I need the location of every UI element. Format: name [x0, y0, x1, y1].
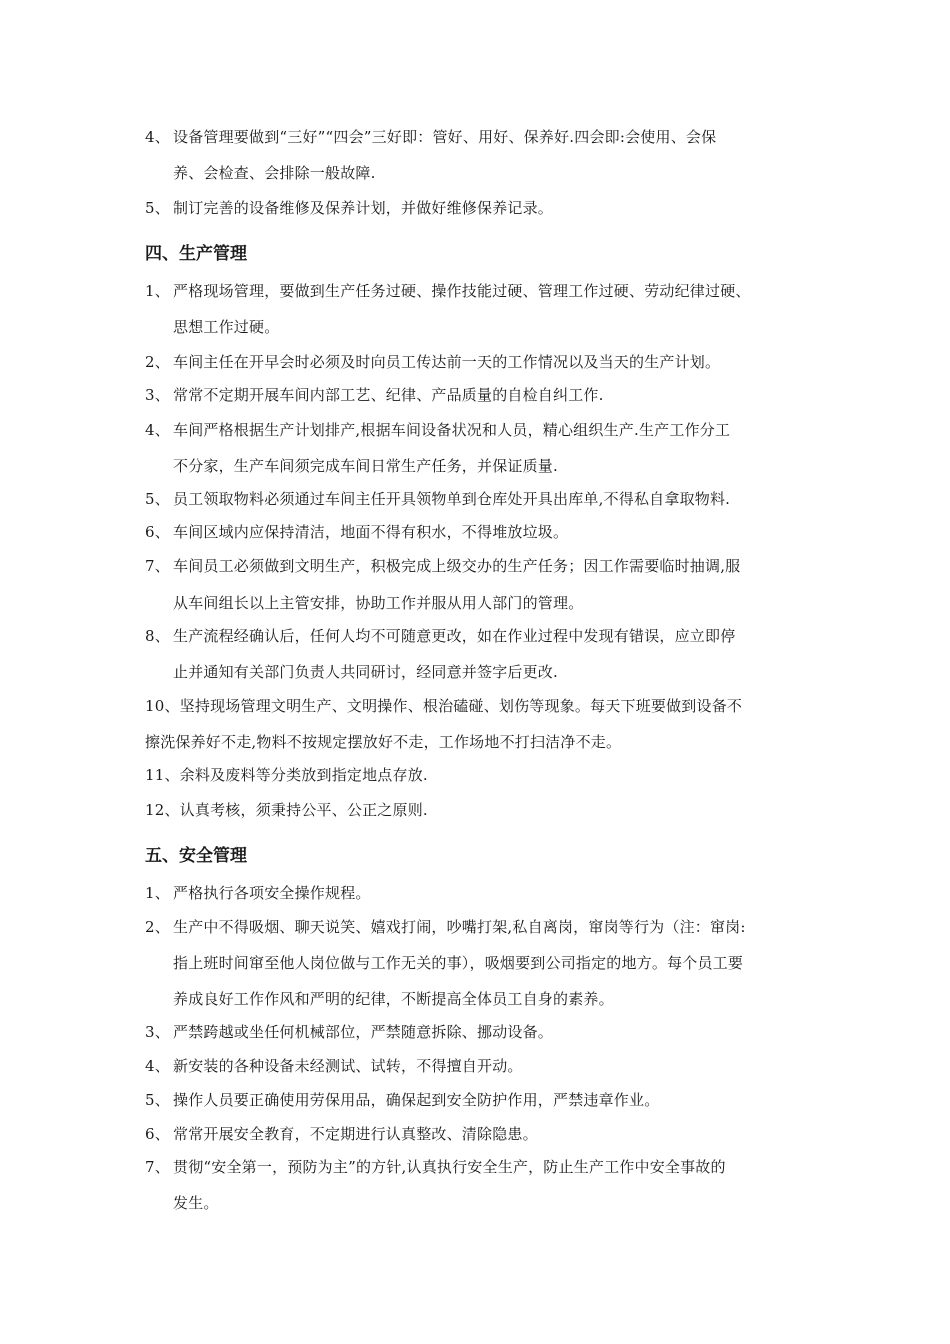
item-number: 2、 [145, 353, 170, 371]
item-continuation: 止并通知有关部门负责人共同研讨，经同意并签字后更改. [173, 663, 558, 681]
item-continuation: 不分家，生产车间须完成车间日常生产任务，并保证质量. [173, 457, 558, 475]
item-number: 5、 [145, 490, 170, 508]
item-text: 车间主任在开早会时必须及时向员工传达前一天的工作情况以及当天的生产计划。 [173, 353, 721, 371]
item-text: 车间严格根据生产计划排产,根据车间设备状况和人员，精心组织生产.生产工作分工 [173, 421, 731, 439]
item-number: 4、 [145, 1057, 170, 1075]
item-text: 严格执行各项安全操作规程。 [173, 884, 371, 902]
item-text: 常常开展安全教育，不定期进行认真整改、清除隐患。 [173, 1125, 538, 1143]
item-text: 员工领取物料必须通过车间主任开具领物单到仓库处开具出库单,不得私自拿取物料. [173, 490, 731, 508]
item-text: 严禁跨越或坐任何机械部位，严禁随意拆除、挪动设备。 [173, 1023, 554, 1041]
item-continuation: 养、会检查、会排除一般故障. [173, 164, 376, 182]
item-number: 2、 [145, 918, 170, 936]
item-continuation: 思想工作过硬。 [173, 318, 280, 336]
item-number: 7、 [145, 557, 170, 575]
item-text: 生产流程经确认后，任何人均不可随意更改，如在作业过程中发现有错误，应立即停 [173, 627, 736, 645]
item-text: 车间员工必须做到文明生产，积极完成上级交办的生产任务；因工作需要临时抽调,服 [173, 557, 741, 575]
item-text: 生产中不得吸烟、聊天说笑、嬉戏打闹，吵嘴打架,私自离岗，窜岗等行为（注：窜岗: [173, 918, 746, 936]
item-text: 贯彻“安全第一，预防为主”的方针,认真执行安全生产，防止生产工作中安全事故的 [173, 1158, 726, 1176]
item-text: 常常不定期开展车间内部工艺、纪律、产品质量的自检自纠工作. [173, 386, 604, 404]
list-item: 11、余料及废料等分类放到指定地点存放. [145, 766, 428, 784]
item-number: 1、 [145, 282, 170, 300]
item-number: 8、 [145, 627, 170, 645]
item-text: 新安装的各种设备未经测试、试转，不得擅自开动。 [173, 1057, 523, 1075]
item-number: 3、 [145, 386, 170, 404]
list-item: 12、认真考核，须秉持公平、公正之原则. [145, 801, 428, 819]
item-continuation: 发生。 [173, 1194, 219, 1212]
item-text: 车间区域内应保持清洁，地面不得有积水，不得堆放垃圾。 [173, 523, 569, 541]
item-continuation: 擦洗保养好不走,物料不按规定摆放好不走，工作场地不打扫洁净不走。 [145, 733, 622, 751]
section-heading: 五、安全管理 [145, 846, 247, 866]
item-number: 3、 [145, 1023, 170, 1041]
section-heading: 四、生产管理 [145, 244, 247, 264]
item-number: 6、 [145, 1125, 170, 1143]
item-number: 4、 [145, 128, 170, 146]
item-number: 1、 [145, 884, 170, 902]
item-text: 制订完善的设备维修及保养计划，并做好维修保养记录。 [173, 199, 554, 217]
item-number: 4、 [145, 421, 170, 439]
list-item: 10、坚持现场管理文明生产、文明操作、根治磕碰、划伤等现象。每天下班要做到设备不 [145, 697, 743, 715]
item-continuation: 养成良好工作作风和严明的纪律，不断提高全体员工自身的素养。 [173, 990, 614, 1008]
item-number: 5、 [145, 1091, 170, 1109]
item-text: 设备管理要做到“三好”“四会”三好即：管好、用好、保养好.四会即:会使用、会保 [173, 128, 717, 146]
item-number: 6、 [145, 523, 170, 541]
item-continuation: 从车间组长以上主管安排，协助工作并服从用人部门的管理。 [173, 594, 584, 612]
item-number: 7、 [145, 1158, 170, 1176]
item-text: 严格现场管理，要做到生产任务过硬、操作技能过硬、管理工作过硬、劳动纪律过硬、 [173, 282, 751, 300]
item-text: 操作人员要正确使用劳保用品，确保起到安全防护作用，严禁违章作业。 [173, 1091, 660, 1109]
item-number: 5、 [145, 199, 170, 217]
item-continuation: 指上班时间窜至他人岗位做与工作无关的事），吸烟要到公司指定的地方。每个员工要 [173, 954, 744, 972]
